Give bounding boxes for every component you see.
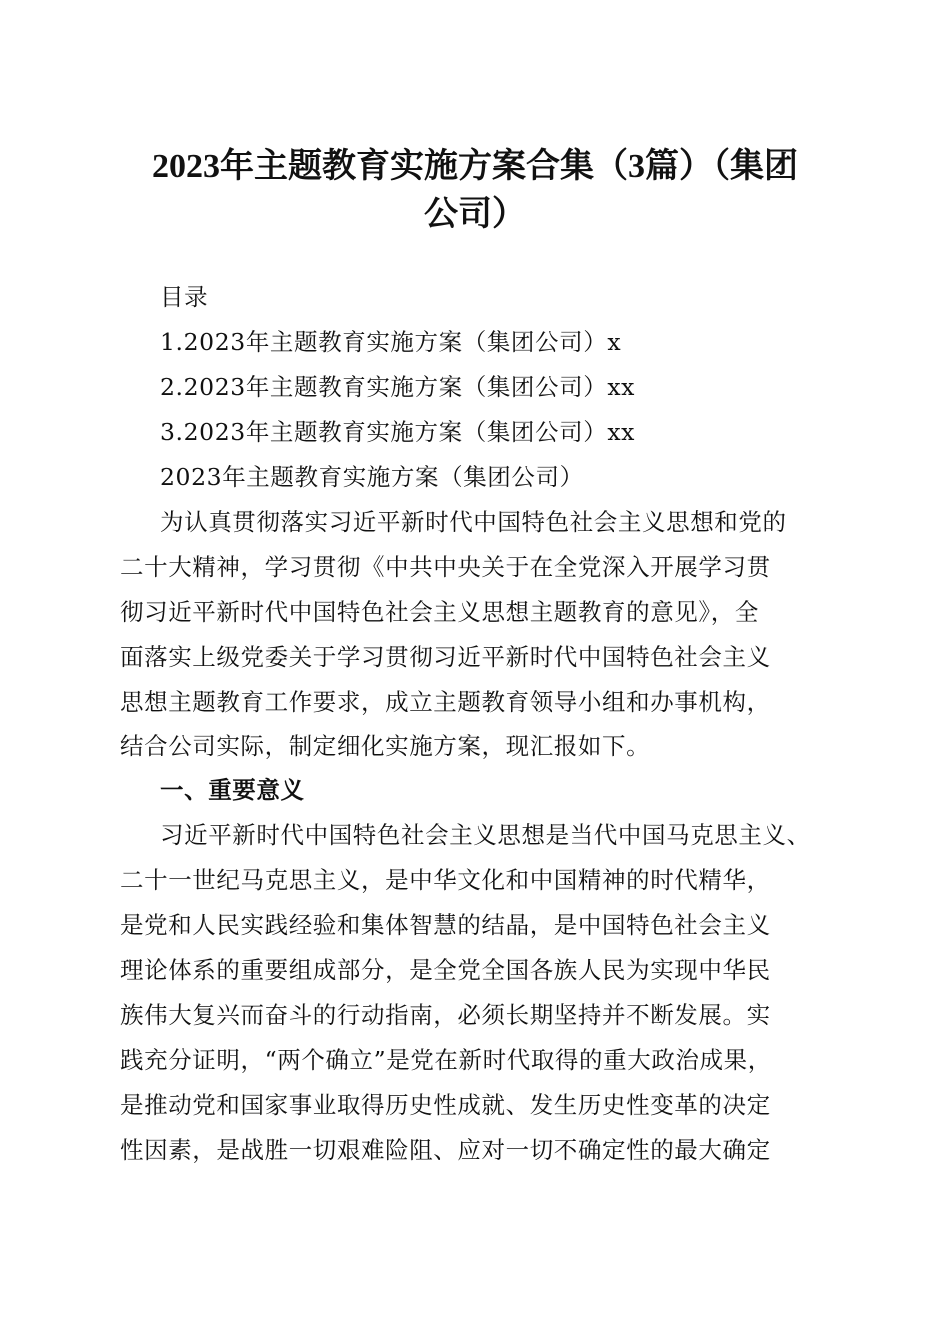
document-title-line-1: 2023年主题教育实施方案合集（3篇）（集团 [152, 148, 798, 185]
intro-line: 二十大精神，学习贯彻《中共中央关于在全党深入开展学习贯 [120, 553, 771, 581]
section-title: 2023年主题教育实施方案（集团公司） [160, 463, 584, 491]
toc-item-3[interactable]: 3.2023年主题教育实施方案（集团公司）xx [160, 418, 636, 446]
body-line: 践充分证明，“两个确立”是党在新时代取得的重大政治成果， [120, 1046, 772, 1074]
body-line: 习近平新时代中国特色社会主义思想是当代中国马克思主义、 [160, 821, 811, 849]
intro-line: 彻习近平新时代中国特色社会主义思想主题教育的意见》，全 [120, 598, 759, 626]
intro-line: 为认真贯彻落实习近平新时代中国特色社会主义思想和党的 [160, 508, 787, 536]
intro-line: 结合公司实际，制定细化实施方案，现汇报如下。 [120, 732, 651, 760]
document-title-line-2: 公司） [424, 196, 526, 233]
body-line: 性因素，是战胜一切艰难险阻、应对一切不确定性的最大确定 [120, 1136, 771, 1164]
intro-line: 思想主题教育工作要求，成立主题教育领导小组和办事机构， [120, 688, 771, 716]
intro-line: 面落实上级党委关于学习贯彻习近平新时代中国特色社会主义 [120, 643, 771, 671]
toc-item-2[interactable]: 2.2023年主题教育实施方案（集团公司）xx [160, 373, 636, 401]
body-line: 是党和人民实践经验和集体智慧的结晶，是中国特色社会主义 [120, 911, 771, 939]
body-line: 是推动党和国家事业取得历史性成就、发生历史性变革的决定 [120, 1091, 771, 1119]
body-line: 族伟大复兴而奋斗的行动指南，必须长期坚持并不断发展。实 [120, 1001, 771, 1029]
toc-heading: 目录 [160, 283, 209, 311]
body-line: 二十一世纪马克思主义，是中华文化和中国精神的时代精华， [120, 866, 771, 894]
toc-item-1[interactable]: 1.2023年主题教育实施方案（集团公司）x [160, 328, 622, 356]
body-line: 理论体系的重要组成部分，是全党全国各族人民为实现中华民 [120, 956, 771, 984]
section-heading: 一、重要意义 [160, 776, 305, 804]
